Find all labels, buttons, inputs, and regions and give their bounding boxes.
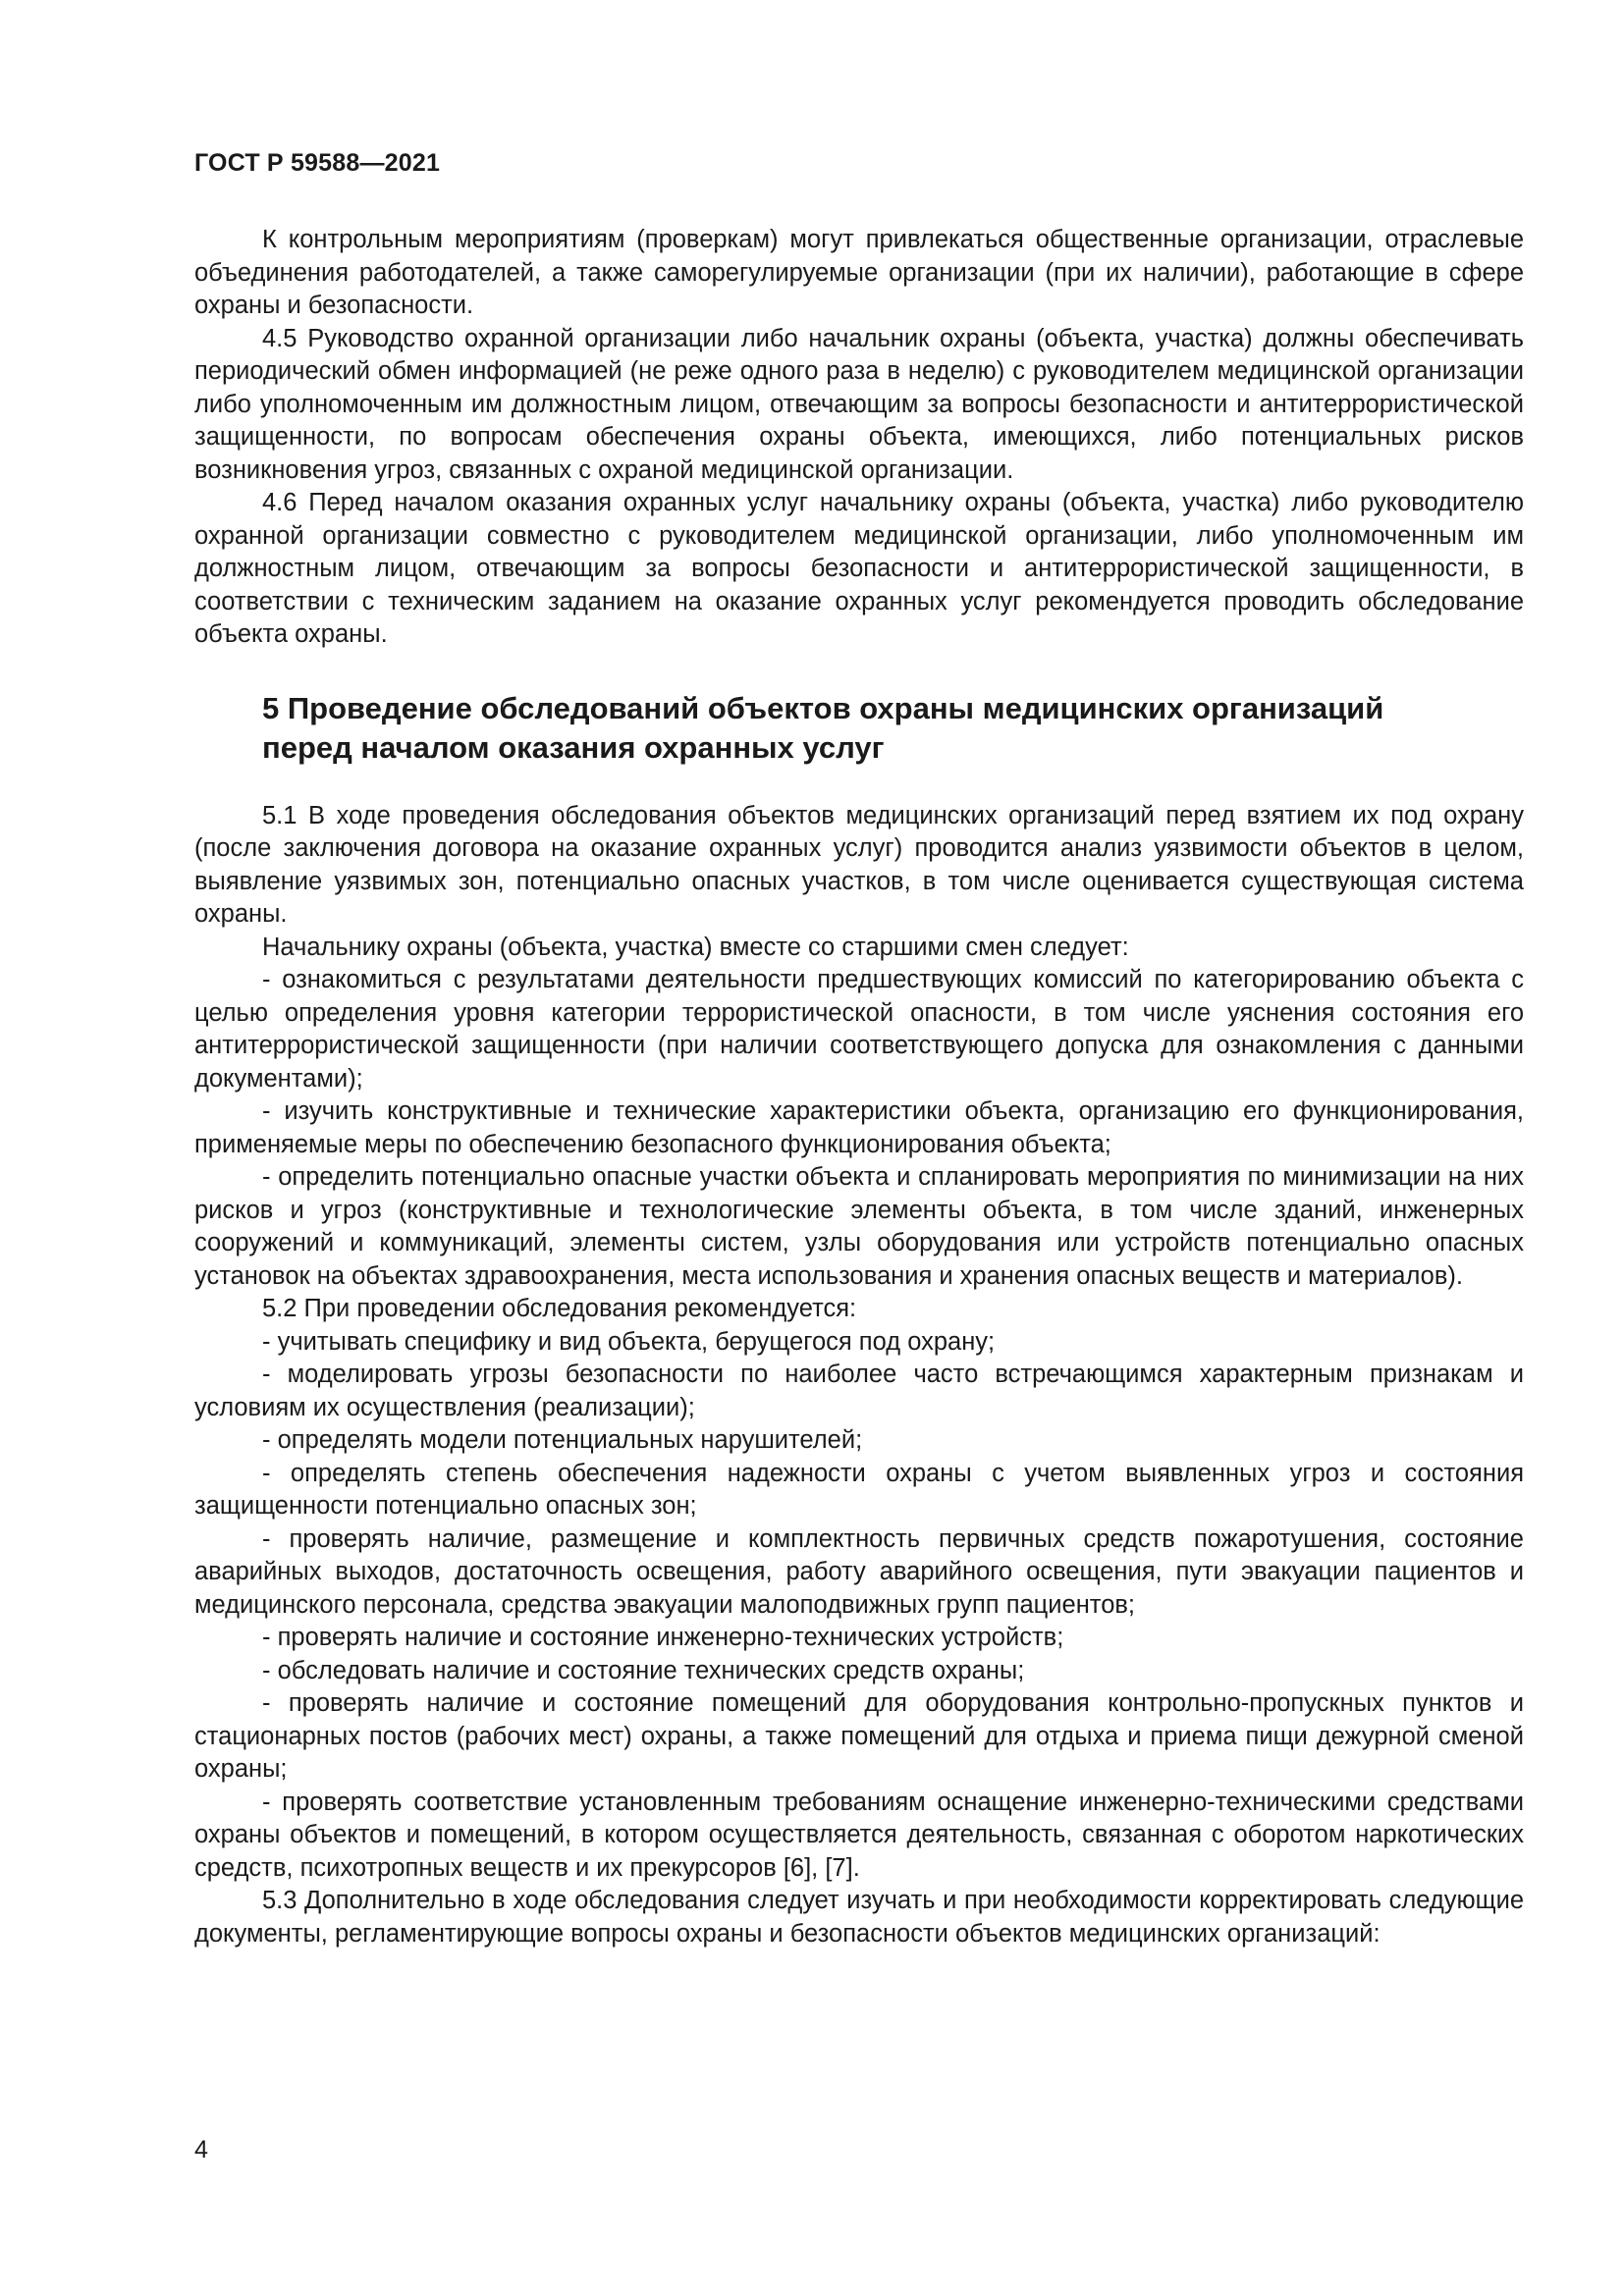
list-item: - ознакомиться с результатами деятельности предшествующих комиссий по категорированию объекта с целью определения уровня категории террористической опасности, в том числе уяснения состояния его антитеррористической защищенности (при наличии соответствующего допуска для ознакомления с данными документами); bbox=[194, 966, 1524, 1093]
list-item: - учитывать специфику и вид объекта, берущегося под охрану; bbox=[262, 1327, 996, 1356]
document-body bbox=[194, 224, 1524, 1950]
paragraph-4-6: 4.6 Перед началом оказания охранных услуг начальнику охраны (объекта, участка) либо руководителю охранной организации совместно с руководителем медицинской организации, либо уполномоченным им должностным лицом, отвечающим за вопросы безопасности и антитеррористической защищенности, в соответствии с техническим заданием на оказание охранных услуг рекомендуется проводить обследование объекта охраны. bbox=[194, 489, 1524, 648]
paragraph-5-1: 5.1 В ходе проведения обследования объектов медицинских организаций перед взятием их под охрану (после заключения договора на оказание охранных услуг) проводится анализ уязвимости объектов в целом, выявление уязвимых зон, потенциально опасных участков, в том числе оценивается существующая система охраны. bbox=[194, 801, 1524, 928]
list-item: - проверять наличие, размещение и комплектность первичных средств пожаротушения, состояние аварийных выходов, достаточность освещения, работу аварийного освещения, пути эвакуации пациентов и медицинского персонала, средства эвакуации малоподвижных групп пациентов; bbox=[194, 1524, 1524, 1619]
list-item: - проверять наличие и состояние помещений для оборудования контрольно-пропускных пунктов и стационарных постов (рабочих мест) охраны, а также помещений для отдыха и приема пищи дежурной сменой охраны; bbox=[194, 1689, 1524, 1783]
list-item: - проверять соответствие установленным требованиям оснащение инженерно-техническими средствами охраны объектов и помещений, в котором осуществляется деятельность, связанная с оборотом наркотических средств, психотропных веществ и их прекурсоров [6], [7]. bbox=[194, 1788, 1524, 1882]
list-item: - определять модели потенциальных нарушителей; bbox=[262, 1426, 863, 1454]
document-code-header: ГОСТ Р 59588—2021 bbox=[194, 149, 441, 177]
list-item: - определить потенциально опасные участки объекта и спланировать мероприятия по минимизации на них рисков и угроз (конструктивные и технологические элементы объекта, в том числе зданий, инженерных сооружений и коммуникаций, элементы систем, узлы оборудования или устройств потенциально опасных установок на объектах здравоохранения, места использования и хранения опасных веществ и материалов). bbox=[194, 1163, 1524, 1290]
list-item: - проверять наличие и состояние инженерно-технических устройств; bbox=[262, 1624, 1064, 1651]
section-5-title bbox=[194, 689, 1524, 768]
list-item: - изучить конструктивные и технические характеристики объекта, организацию его функционирования, применяемые меры по обеспечению безопасного функционирования объекта; bbox=[194, 1097, 1524, 1158]
paragraph-5-3: 5.3 Дополнительно в ходе обследования следует изучать и при необходимости корректировать следующие документы, регламентирующие вопросы охраны и безопасности объектов медицинских организаций: bbox=[194, 1887, 1524, 1948]
list-item: - определять степень обеспечения надежности охраны с учетом выявленных угроз и состояния защищенности потенциально опасных зон; bbox=[194, 1459, 1524, 1520]
paragraph-4-5: 4.5 Руководство охранной организации либо начальник охраны (объекта, участка) должны обеспечивать периодический обмен информацией (не реже одного раза в неделю) с руководителем медицинской организации либо уполномоченным им должностным лицом, отвечающим за вопросы безопасности и антитеррористической защищенности, по вопросам обеспечения охраны объекта, имеющихся, либо потенциальных рисков возникновения угроз, связанных с охраной медицинской организации. bbox=[194, 324, 1524, 484]
section-title-line-2: перед началом оказания охранных услуг bbox=[262, 729, 885, 765]
paragraph-5-2: 5.2 При проведении обследования рекомендуется: bbox=[262, 1295, 857, 1322]
paragraph: Начальнику охраны (объекта, участка) вместе со старшими смен следует: bbox=[262, 933, 1129, 961]
page-number: 4 bbox=[194, 2136, 208, 2163]
section-title-line-1: 5 Проведение обследований объектов охраны медицинских организаций bbox=[262, 690, 1384, 725]
paragraph: К контрольным мероприятиям (проверкам) могут привлекаться общественные организации, отраслевые объединения работодателей, а также саморегулируемые организации (при их наличии), работающие в сфере охраны и безопасности. bbox=[194, 226, 1524, 319]
list-item: - обследовать наличие и состояние технических средств охраны; bbox=[262, 1656, 1025, 1684]
list-item: - моделировать угрозы безопасности по наиболее часто встречающимся характерным признакам и условиям их осуществления (реализации); bbox=[194, 1361, 1524, 1421]
